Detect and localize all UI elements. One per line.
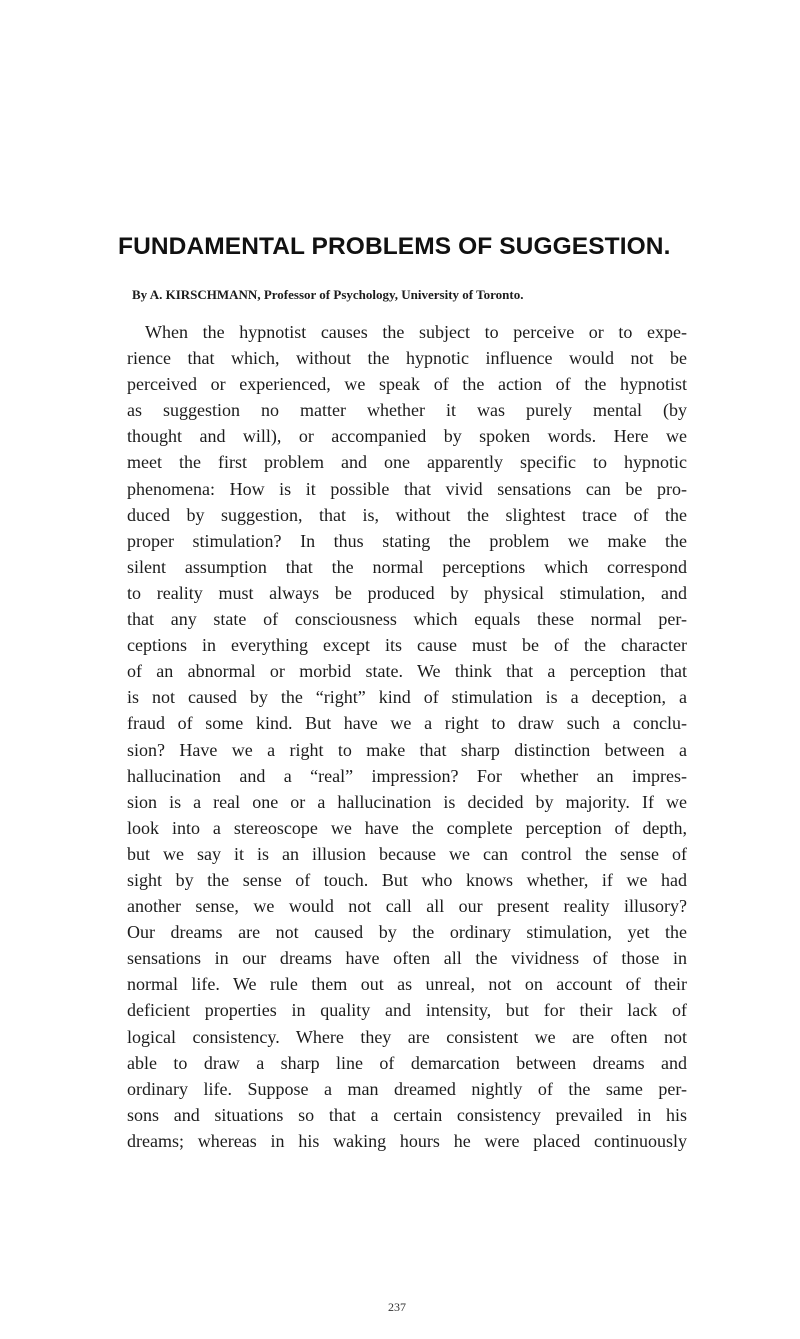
page-number: 237 bbox=[388, 1300, 406, 1314]
text-line: When the hypnotist causes the subject to perceive or to expe- bbox=[145, 322, 687, 342]
article-title: FUNDAMENTAL PROBLEMS OF SUGGESTION. bbox=[118, 233, 671, 260]
text-line: that any state of consciousness which equals these normal per- bbox=[127, 609, 687, 630]
text-line: as suggestion no matter whether it was purely mental (by bbox=[127, 400, 687, 421]
text-line: thought and will), or accompanied by spoken words. Here we bbox=[127, 426, 687, 447]
text-line: meet the first problem and one apparently specific to hypnotic bbox=[127, 452, 687, 473]
text-line: phenomena: How is it possible that vivid sensations can be pro- bbox=[127, 478, 687, 499]
text-line: able to draw a sharp line of demarcation between dreams and bbox=[127, 1052, 687, 1073]
body-paragraph bbox=[127, 319, 687, 1154]
text-line: rience that which, without the hypnotic influence would not be bbox=[127, 348, 687, 369]
text-line: fraud of some kind. But have we a right to draw such a conclu- bbox=[127, 713, 687, 734]
text-line: normal life. We rule them out as unreal, not on account of their bbox=[127, 974, 687, 995]
text-line: proper stimulation? In thus stating the problem we make the bbox=[127, 530, 687, 551]
text-line: perceived or experienced, we speak of the action of the hypnotist bbox=[127, 374, 687, 395]
text-line: duced by suggestion, that is, without the slightest trace of the bbox=[127, 504, 687, 525]
text-line: hallucination and a “real” impression? For whether an impres- bbox=[127, 765, 687, 786]
text-line: sion? Have we a right to make that sharp distinction between a bbox=[127, 739, 687, 760]
text-line: but we say it is an illusion because we can control the sense of bbox=[127, 843, 687, 864]
author-byline: By A. KIRSCHMANN, Professor of Psychology, University of Toronto. bbox=[132, 287, 524, 302]
text-line: ceptions in everything except its cause must be of the character bbox=[127, 635, 687, 656]
text-line: silent assumption that the normal perceptions which correspond bbox=[127, 556, 687, 577]
text-line: logical consistency. Where they are consistent we are often not bbox=[127, 1026, 687, 1047]
text-line: sight by the sense of touch. But who knows whether, if we had bbox=[127, 869, 687, 890]
text-line: sensations in our dreams have often all the vividness of those in bbox=[127, 948, 687, 969]
text-line: sons and situations so that a certain consistency prevailed in his bbox=[127, 1104, 687, 1125]
text-line: Our dreams are not caused by the ordinary stimulation, yet the bbox=[127, 922, 687, 943]
text-line: to reality must always be produced by physical stimulation, and bbox=[127, 582, 687, 603]
text-line: deficient properties in quality and intensity, but for their lack of bbox=[127, 1000, 687, 1021]
text-line: another sense, we would not call all our present reality illusory? bbox=[127, 896, 687, 917]
text-line: dreams; whereas in his waking hours he were placed continuously bbox=[127, 1130, 687, 1151]
text-line: sion is a real one or a hallucination is decided by majority. If we bbox=[127, 791, 687, 812]
text-line: of an abnormal or morbid state. We think that a perception that bbox=[127, 661, 687, 682]
text-line: ordinary life. Suppose a man dreamed nightly of the same per- bbox=[127, 1078, 687, 1099]
text-line: is not caused by the “right” kind of stimulation is a deception, a bbox=[127, 687, 687, 708]
text-line: look into a stereoscope we have the complete perception of depth, bbox=[127, 817, 687, 838]
